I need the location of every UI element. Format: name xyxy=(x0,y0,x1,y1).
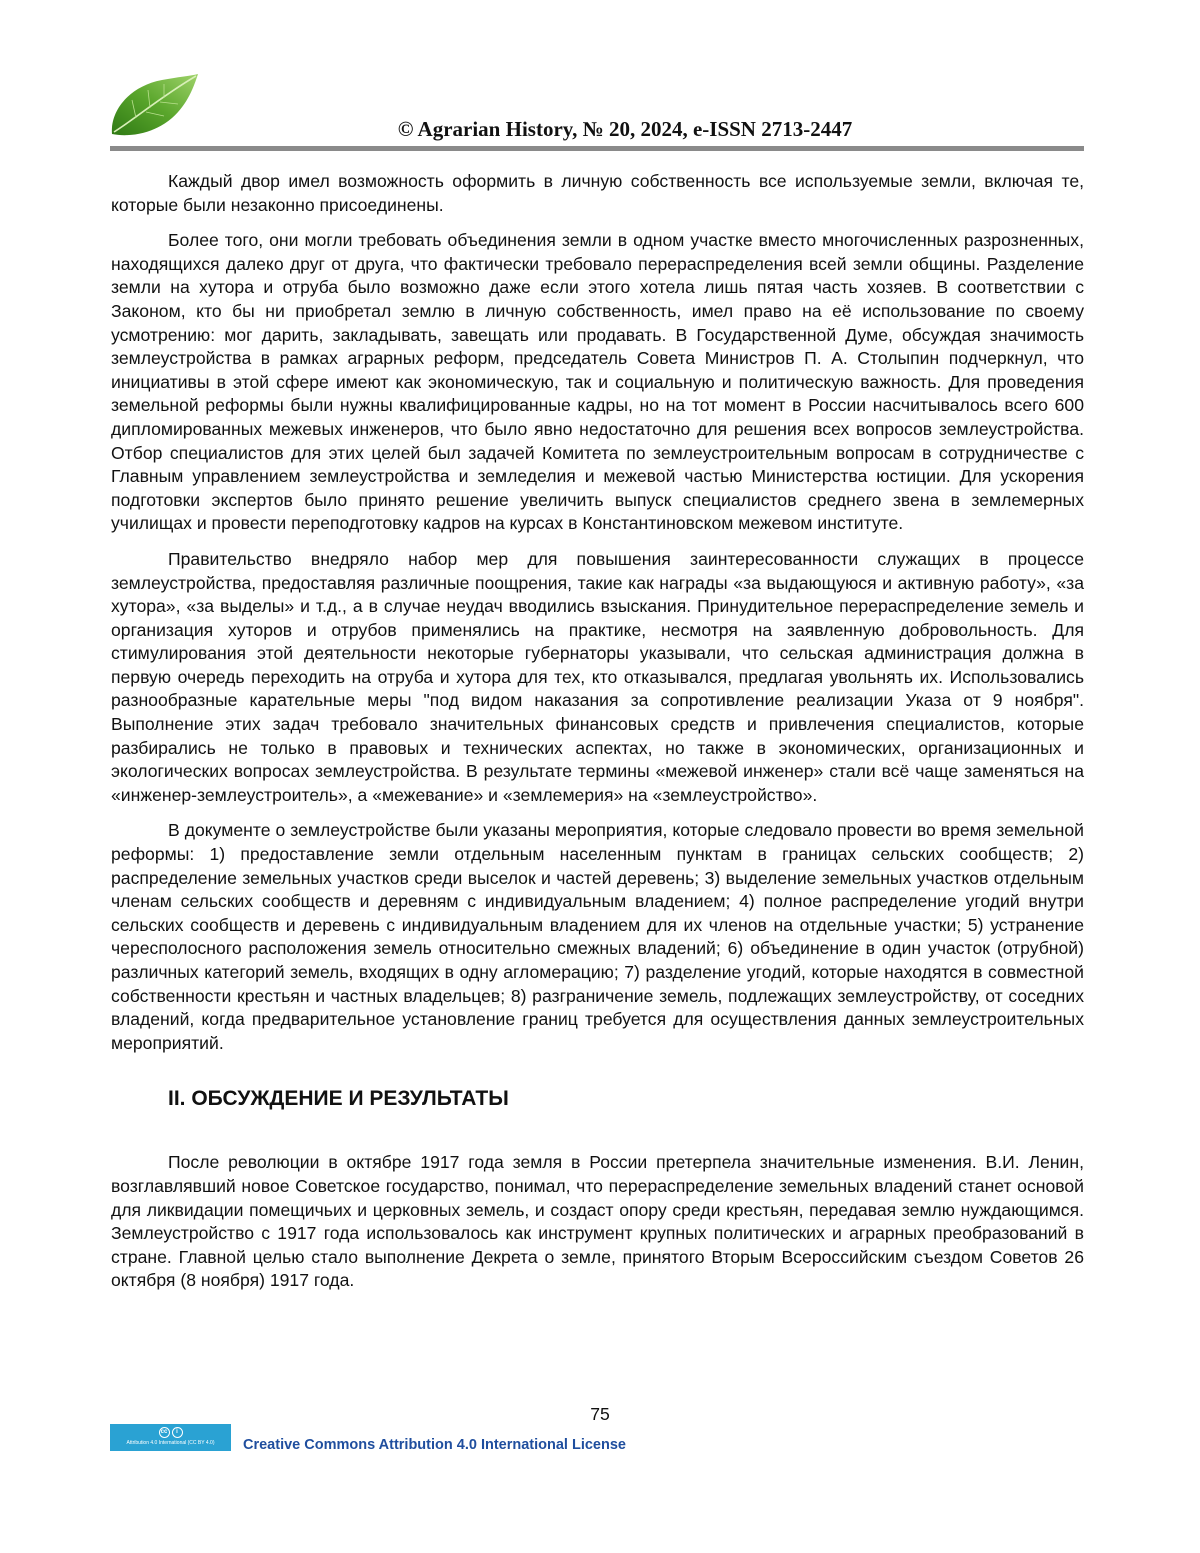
page-number: 75 xyxy=(590,1404,610,1424)
paragraph-5: После революции в октябре 1917 года земля в России претерпела значительные изменения. В.И. Ленин, возглавлявший новое Советское государство, понимал, что перераспределение земельных владений станет основой для ликвидации помещичьих и церковных земель, и создаст опору среди крестьян, передавая землю нуждающимся. Землеустройство с 1917 года использовалось как инструмент крупных политических и аграрных преобразований в стране. Главной целью стало выполнение Декрета о земле, принятого Вторым Всероссийским съездом Советов 26 октября (8 ноября) 1917 года. xyxy=(111,1152,1084,1291)
header-rule xyxy=(110,146,1084,151)
article-body xyxy=(111,170,1084,1305)
journal-header: © Agrarian History, № 20, 2024, e-ISSN 2713-2447 xyxy=(397,117,853,141)
by-icon: i xyxy=(172,1427,183,1438)
paragraph-1: Каждый двор имел возможность оформить в личную собственность все используемые земли, включая те, которые были незаконно присоединены. xyxy=(111,171,1084,215)
cc-license-badge[interactable] xyxy=(110,1424,231,1451)
cc-badge-text: Attribution 4.0 International (CC BY 4.0) xyxy=(126,1440,215,1446)
license-link[interactable]: Creative Commons Attribution 4.0 International License xyxy=(243,1437,626,1453)
cc-icon: cc xyxy=(159,1427,170,1438)
paragraph-3: Правительство внедряло набор мер для повышения заинтересованности служащих в процессе землеустройства, предоставляя различные поощрения, такие как награды «за выдающуюся и активную работу», «за хутора», «за выделы» и т.д., а в случае неудач вводились взыскания. Принудительное перераспределение земель и организация хуторов и отрубов применялись на практике, несмотря на заявленную добровольность. Для стимулирования этой деятельности некоторые губернаторы указывали, что сельская администрация должна в первую очередь переходить на отруба и хутора для тех, кто отказывался, предлагая увольнять их. Использовались разнообразные карательные меры "под видом наказания за сопротивление реализации Указа от 9 ноября". Выполнение этих задач требовало значительных финансовых средств и привлечения специалистов, которые разбирались не только в правовых и технических аспектах, но также в экономических, организационных и экологических вопросах землеустройства. В результате термины «межевой инженер» стали всё чаще заменяться на «инженер-землеустроитель», а «межевание» и «землемерия» на «землеустройство». xyxy=(111,548,1084,805)
paragraph-4: В документе о землеустройстве были указаны мероприятия, которые следовало провести во время земельной реформы: 1) предоставление земли отдельным населенным пунктам в границах сельских сообществ; 2) распределение земельных участков среди выселок и частей деревень; 3) выделение земельных участков отдельным членам сельских сообществ и деревням с индивидуальным владением; 4) полное распределение угодий внутри сельских сообществ и деревень с индивидуальным владением для их членов на отдельные участки; 5) устранение чересполосного расположения земель относительно смежных владений; 6) объединение в один участок (отрубной) различных категорий земель, входящих в одну агломерацию; 7) разделение угодий, которые находятся в совместной собственности крестьян и частных владельцев; 8) разграничение земель, подлежащих землеустройству, от соседних владений, когда предварительное установление границ требуется для осуществления данных землеустроительных мероприятий. xyxy=(111,820,1084,1053)
section-heading: II. ОБСУЖДЕНИЕ И РЕЗУЛЬТАТЫ xyxy=(168,1087,509,1111)
paragraph-2: Более того, они могли требовать объединения земли в одном участке вместо многочисленных разрозненных, находящихся далеко друг от друга, что фактически требовало перераспределения всей земли общины. Разделение земли на хутора и отруба было возможно даже если этого хотела лишь пятая часть хозяев. В соответствии с Законом, кто бы ни приобретал землю в личную собственность, имел право на её использование по своему усмотрению: мог дарить, закладывать, завещать или продавать. В Государственной Думе, обсуждая значимость землеустройства в рамках аграрных реформ, председатель Совета Министров П. А. Столыпин подчеркнул, что инициативы в этой сфере имеют как экономическую, так и социальную и политическую важность. Для проведения земельной реформы были нужны квалифицированные кадры, но на тот момент в России насчитывалось всего 600 дипломированных межевых инженеров, что было явно недостаточно для решения всех вопросов землеустройства. Отбор специалистов для этих целей был задачей Комитета по землеустроительным вопросам в сотрудничестве с Главным управлением землеустройства и земледелия и межевой частью Министерства юстиции. Для ускорения подготовки экспертов было принято решение увеличить выпуск специалистов среднего звена в землемерных училищах и провести переподготовку кадров на курсах в Константиновском межевом институте. xyxy=(111,230,1084,534)
